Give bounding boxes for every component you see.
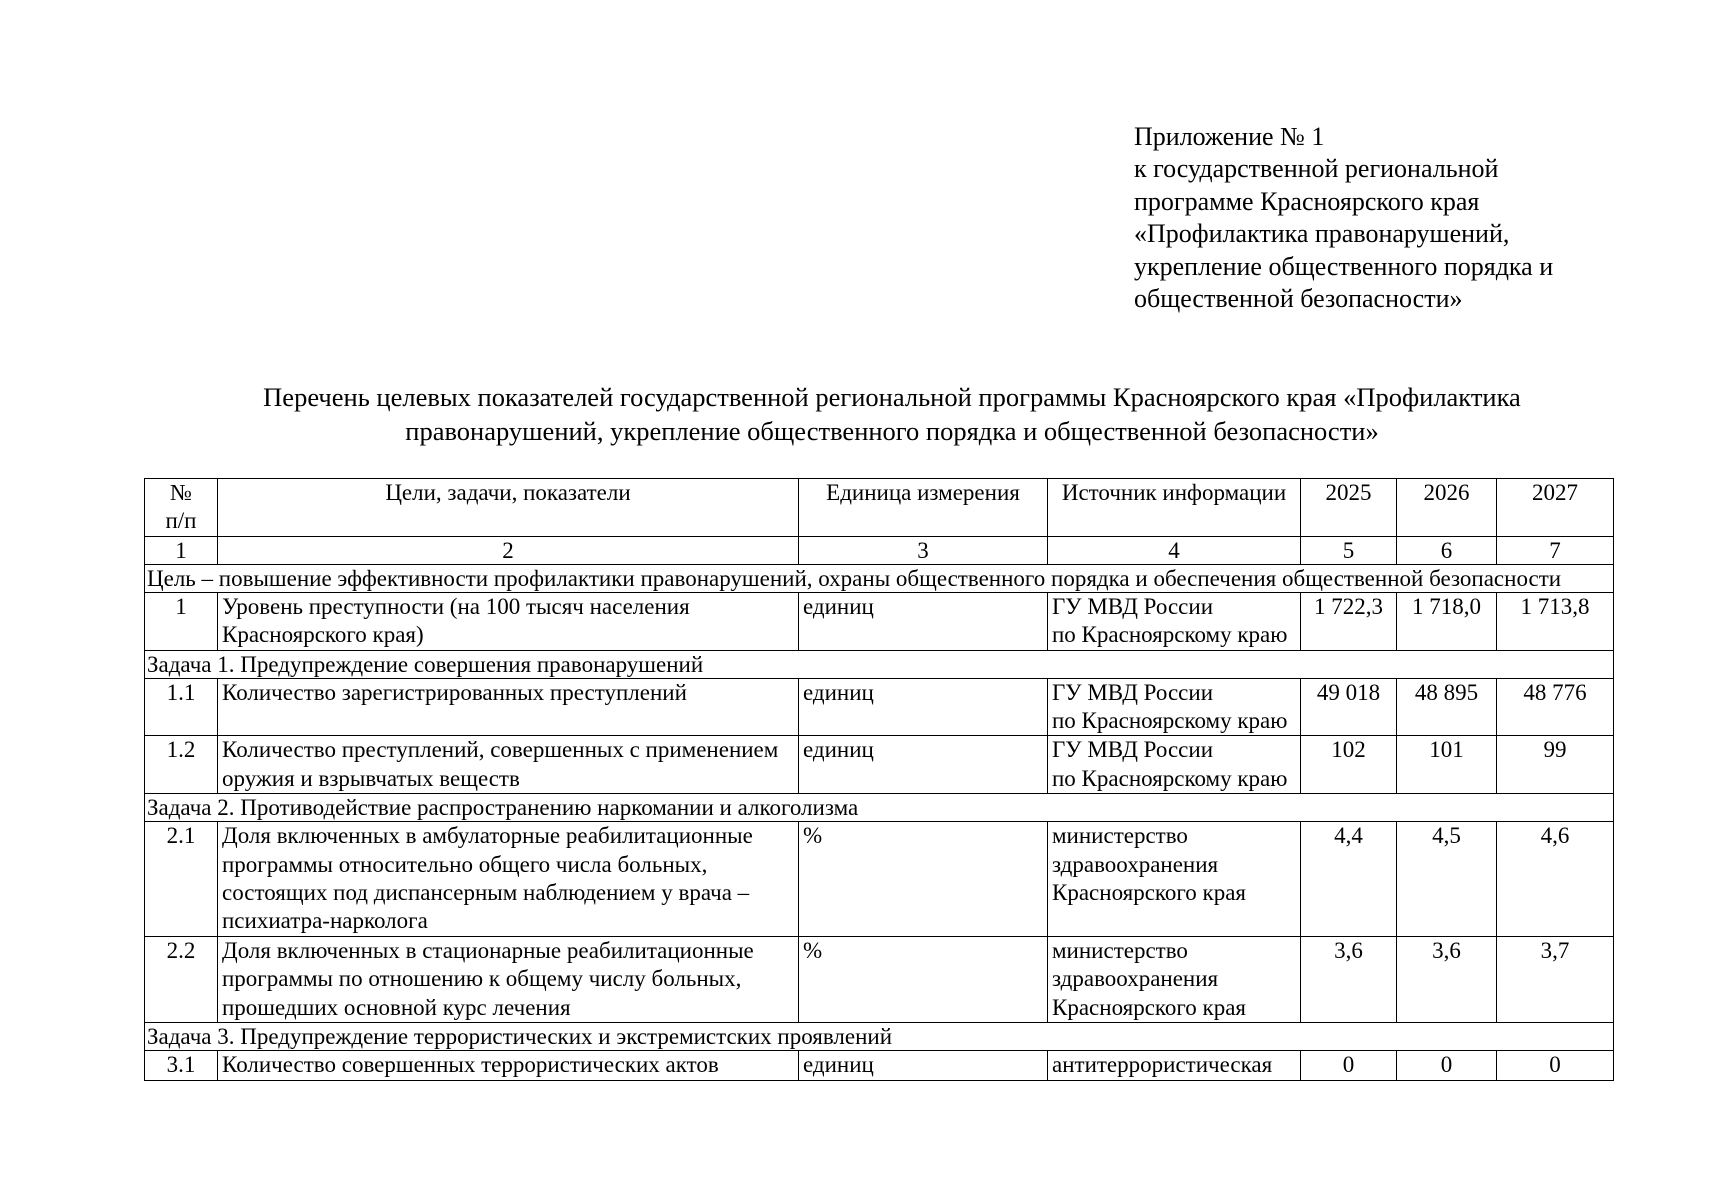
source-line: ГУ МВД России	[1052, 593, 1214, 619]
source-line: ГУ МВД России	[1052, 737, 1214, 763]
column-number: 5	[1301, 536, 1397, 564]
indicator-name-line: программы относительно общего числа больных,	[222, 851, 708, 877]
value-2025: 1 722,3	[1301, 592, 1397, 650]
value-2025: 3,6	[1301, 936, 1397, 1022]
header-unit: Единица измерения	[799, 479, 1048, 537]
header-year-2026: 2026	[1397, 479, 1497, 537]
appendix-line: к государственной региональной	[1134, 154, 1499, 184]
row-number: 2.1	[145, 822, 218, 937]
header-year-2025: 2025	[1301, 479, 1397, 537]
task-row	[145, 794, 1614, 822]
value-2026: 48 895	[1397, 678, 1497, 736]
task-text: Задача 1. Предупреждение совершения правонарушений	[145, 650, 1614, 678]
source-line: здравоохранения	[1052, 851, 1219, 877]
value-2026: 101	[1397, 736, 1497, 794]
value-2025: 49 018	[1301, 678, 1397, 736]
column-number: 3	[799, 536, 1048, 564]
source-line: ГУ МВД России	[1052, 679, 1214, 705]
header-row	[145, 479, 1614, 537]
unit-cell: единиц	[799, 678, 1048, 736]
column-number: 7	[1497, 536, 1614, 564]
indicator-name-line: Количество преступлений, совершенных с применением	[222, 737, 779, 763]
unit-cell: %	[799, 936, 1048, 1022]
column-numbers-row	[145, 536, 1614, 564]
header-num	[145, 479, 218, 537]
source-line: по Красноярскому краю	[1052, 765, 1288, 791]
source-cell	[1048, 1051, 1301, 1080]
indicators-table	[144, 478, 1614, 1081]
table-row	[145, 936, 1614, 1022]
source-line: министерство	[1052, 937, 1188, 963]
header-num-line: п/п	[165, 508, 197, 534]
value-2026: 4,5	[1397, 822, 1497, 937]
source-line: по Красноярскому краю	[1052, 708, 1288, 734]
indicator-name	[218, 592, 799, 650]
source-cell	[1048, 822, 1301, 937]
column-number: 6	[1397, 536, 1497, 564]
value-2027: 4,6	[1497, 822, 1614, 937]
indicator-name-line: Доля включенных в амбулаторные реабилитационные	[222, 823, 753, 849]
document-title	[150, 380, 1634, 448]
value-2026: 0	[1397, 1051, 1497, 1080]
source-cell	[1048, 736, 1301, 794]
row-number: 1.1	[145, 678, 218, 736]
appendix-line: «Профилактика правонарушений,	[1134, 219, 1510, 249]
appendix-line: общественной безопасности»	[1134, 284, 1463, 314]
indicator-name-line: Уровень преступности (на 100 тысяч населения	[222, 593, 690, 619]
task-text: Задача 3. Предупреждение террористических и экстремистских проявлений	[145, 1023, 1614, 1051]
unit-cell: единиц	[799, 592, 1048, 650]
row-number: 1	[145, 592, 218, 650]
indicator-name	[218, 822, 799, 937]
appendix-line: программе Красноярского края	[1134, 186, 1480, 216]
row-number: 2.2	[145, 936, 218, 1022]
table-row	[145, 1051, 1614, 1080]
appendix-line: Приложение № 1	[1134, 122, 1325, 151]
indicator-name-line: психиатра-нарколога	[222, 908, 428, 934]
unit-cell: единиц	[799, 1051, 1048, 1080]
value-2026: 3,6	[1397, 936, 1497, 1022]
appendix-block	[1134, 121, 1553, 315]
table-row	[145, 678, 1614, 736]
indicator-name	[218, 1051, 799, 1080]
column-number: 4	[1048, 536, 1301, 564]
goal-text: Цель – повышение эффективности профилактики правонарушений, охраны общественного порядка и обеспечения общественной безопасности	[145, 564, 1614, 592]
value-2027: 48 776	[1497, 678, 1614, 736]
indicator-name-line: Количество зарегистрированных преступлений	[222, 679, 687, 705]
header-num-line: №	[170, 480, 192, 505]
value-2025: 4,4	[1301, 822, 1397, 937]
indicator-name-line: Доля включенных в стационарные реабилитационные	[222, 937, 754, 963]
task-row	[145, 1023, 1614, 1051]
indicator-name-line: Количество совершенных террористических актов	[222, 1052, 719, 1078]
row-number: 1.2	[145, 736, 218, 794]
value-2026: 1 718,0	[1397, 592, 1497, 650]
indicator-name-line: состоящих под диспансерным наблюдением у врача –	[222, 880, 750, 906]
table-row	[145, 592, 1614, 650]
indicator-name	[218, 936, 799, 1022]
task-text: Задача 2. Противодействие распространению наркомании и алкоголизма	[145, 794, 1614, 822]
source-cell	[1048, 592, 1301, 650]
indicator-name-line: Красноярского края)	[222, 622, 424, 648]
source-line: Красноярского края	[1052, 880, 1246, 906]
column-number: 1	[145, 536, 218, 564]
title-line: Перечень целевых показателей государственной региональной программы Красноярского края «Профилактика	[263, 382, 1521, 412]
indicator-name	[218, 678, 799, 736]
indicator-name-line: оружия и взрывчатых веществ	[222, 765, 520, 791]
unit-cell: %	[799, 822, 1048, 937]
appendix-line: укрепление общественного порядка и	[1134, 251, 1554, 281]
table-row	[145, 822, 1614, 937]
header-goals: Цели, задачи, показатели	[218, 479, 799, 537]
source-line: Красноярского края	[1052, 994, 1246, 1020]
unit-cell: единиц	[799, 736, 1048, 794]
source-line: здравоохранения	[1052, 966, 1219, 992]
source-line: по Красноярскому краю	[1052, 622, 1288, 648]
value-2027: 0	[1497, 1051, 1614, 1080]
source-line: министерство	[1052, 823, 1188, 849]
title-line: правонарушений, укрепление общественного порядка и общественной безопасности»	[405, 416, 1379, 446]
value-2025: 0	[1301, 1051, 1397, 1080]
source-cell	[1048, 936, 1301, 1022]
header-source: Источник информации	[1048, 479, 1301, 537]
source-line: антитеррористическая	[1052, 1052, 1273, 1078]
value-2027: 99	[1497, 736, 1614, 794]
goal-row	[145, 564, 1614, 592]
value-2027: 1 713,8	[1497, 592, 1614, 650]
indicator-name-line: программы по отношению к общему числу больных,	[222, 966, 742, 992]
column-number: 2	[218, 536, 799, 564]
header-year-2027: 2027	[1497, 479, 1614, 537]
source-cell	[1048, 678, 1301, 736]
value-2025: 102	[1301, 736, 1397, 794]
indicator-name-line: прошедших основной курс лечения	[222, 994, 571, 1020]
row-number: 3.1	[145, 1051, 218, 1080]
task-row	[145, 650, 1614, 678]
table-row	[145, 736, 1614, 794]
indicator-name	[218, 736, 799, 794]
value-2027: 3,7	[1497, 936, 1614, 1022]
